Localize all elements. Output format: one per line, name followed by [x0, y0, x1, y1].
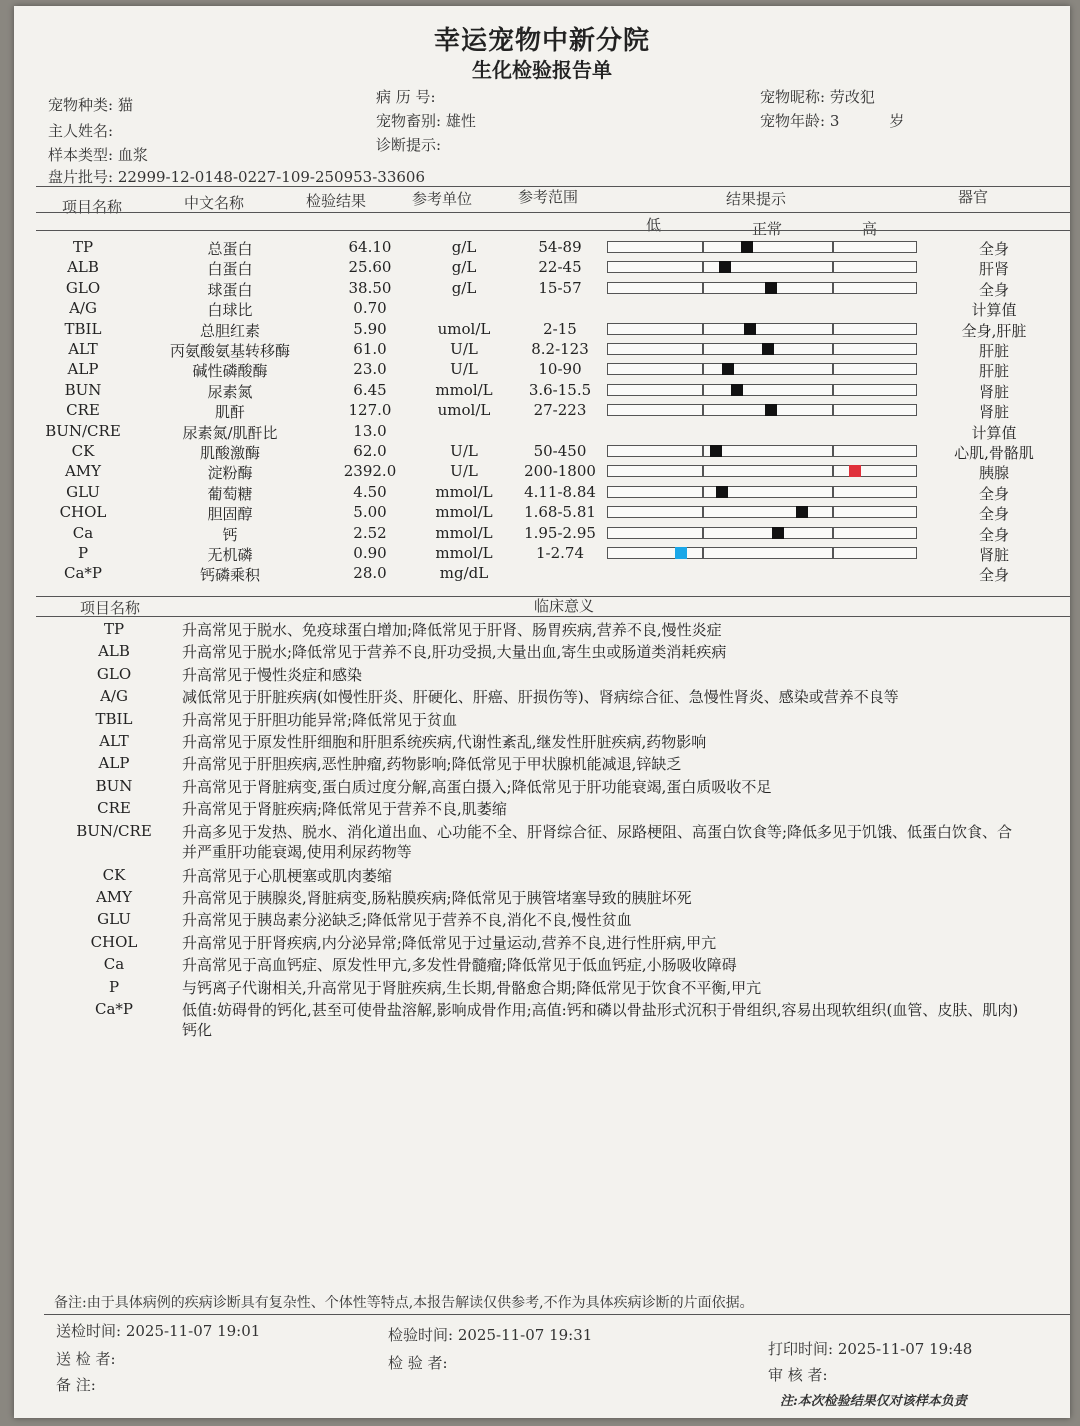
range-segment	[833, 282, 917, 294]
test-abbr: CRE	[66, 401, 100, 420]
sex-info: 宠物畜别: 雄性	[376, 112, 476, 130]
result-range-bar	[607, 404, 917, 416]
test-unit: mmol/L	[435, 544, 493, 562]
test-range: 8.2-123	[531, 340, 589, 358]
test-result: 4.50	[353, 482, 387, 501]
result-range-bar	[607, 343, 917, 355]
test-organ: 全身	[978, 525, 1009, 544]
range-segment	[703, 241, 833, 253]
result-marker	[719, 261, 731, 273]
range-segment	[833, 465, 917, 477]
test-abbr: TBIL	[64, 319, 102, 338]
test-result: 13.0	[353, 421, 387, 440]
test-organ: 肾脏	[978, 546, 1009, 564]
table-row	[14, 340, 1070, 360]
test-result: 38.50	[348, 278, 392, 297]
sample-info: 样本类型: 血浆	[48, 146, 148, 164]
test-abbr: ALT	[68, 340, 98, 358]
test-result: 28.0	[353, 564, 387, 583]
range-segment	[607, 506, 703, 518]
range-segment	[607, 343, 703, 355]
record-info: 病 历 号:	[376, 88, 436, 106]
test-result: 5.90	[353, 319, 387, 338]
test-name: 淀粉酶	[207, 464, 253, 483]
test-organ: 肾脏	[978, 403, 1009, 422]
table-row	[14, 299, 1070, 319]
test-range: 1.68-5.81	[524, 503, 596, 522]
test-abbr: CHOL	[59, 503, 107, 522]
clinical-meaning: 升高常见于胰腺炎,肾脏病变,肠粘膜疾病;降低常见于胰管堵塞导致的胰脏坏死	[182, 889, 692, 907]
send-time: 送检时间: 2025-11-07 19:01	[56, 1322, 261, 1340]
table-row	[14, 442, 1070, 462]
level-high-label: 高	[862, 220, 878, 238]
clinical-abbr: ALT	[99, 732, 129, 750]
clinical-meaning: 升高常见于肾脏疾病;降低常见于营养不良,肌萎缩	[182, 800, 507, 819]
table-row	[14, 422, 1070, 442]
clinical-abbr: GLU	[97, 910, 131, 929]
test-organ: 全身	[978, 240, 1009, 258]
test-name: 碱性磷酸酶	[192, 362, 268, 381]
clinical-meaning: 升高常见于肝胆疾病,恶性肿瘤,药物影响;降低常见于甲状腺机能减退,锌缺乏	[182, 755, 682, 774]
report-subtitle: 生化检验报告单	[472, 58, 612, 82]
range-segment	[833, 404, 917, 416]
clinical-meaning: 升高常见于肝胆功能异常;降低常见于贫血	[182, 710, 458, 729]
result-marker	[849, 465, 861, 477]
range-segment	[833, 323, 917, 335]
test-range: 4.11-8.84	[524, 482, 596, 501]
test-abbr: TP	[72, 238, 94, 256]
test-result: 64.10	[348, 238, 392, 256]
clinical-abbr: GLO	[96, 664, 132, 683]
table-row	[14, 401, 1070, 421]
test-organ: 计算值	[971, 423, 1017, 442]
clinical-meaning: 低值:妨碍骨的钙化,甚至可使骨盐溶解,影响成骨作用;高值:钙和磷以骨盐形式沉积于骨组织,容易出现软组织(血管、皮肤、肌肉)钙化	[182, 1001, 1019, 1039]
range-segment	[703, 445, 833, 457]
result-marker	[722, 363, 734, 375]
test-result: 61.0	[353, 340, 387, 358]
test-unit: mmol/L	[435, 482, 493, 501]
test-range: 1.95-2.95	[524, 523, 596, 542]
table-row	[14, 258, 1070, 278]
range-segment	[607, 486, 703, 498]
table-row	[14, 462, 1070, 482]
test-name: 总胆红素	[199, 321, 260, 340]
test-name: 葡萄糖	[207, 484, 253, 503]
result-range-bar	[607, 445, 917, 457]
clinical-abbr: AMY	[95, 888, 133, 906]
clinical-abbr: CHOL	[90, 932, 138, 951]
range-segment	[833, 363, 917, 375]
test-organ: 全身	[978, 280, 1009, 299]
range-segment	[833, 384, 917, 396]
range-segment	[703, 547, 833, 559]
result-marker	[762, 343, 774, 355]
test-result: 62.0	[353, 442, 387, 460]
clinical-meaning: 升高常见于慢性炎症和感染	[182, 665, 363, 684]
test-unit: g/L	[451, 238, 477, 256]
range-segment	[833, 445, 917, 457]
result-marker	[710, 445, 722, 457]
table-row	[14, 238, 1070, 258]
table-row	[14, 564, 1070, 584]
test-name: 尿素氮	[207, 382, 253, 401]
range-segment	[607, 465, 703, 477]
test-abbr: Ca*P	[63, 564, 102, 583]
result-range-bar	[607, 465, 917, 477]
range-segment	[607, 323, 703, 335]
test-range: 15-57	[538, 278, 582, 297]
result-marker	[741, 241, 753, 253]
test-unit: umol/L	[437, 401, 491, 420]
range-segment	[607, 282, 703, 294]
test-abbr: ALB	[67, 258, 99, 277]
col-header-organ: 器官	[958, 188, 989, 206]
test-abbr: P	[77, 544, 89, 562]
range-segment	[833, 343, 917, 355]
clinical-meaning: 升高常见于肾脏病变,蛋白质过度分解,高蛋白摄入;降低常见于肝功能衰竭,蛋白质吸收不足	[182, 777, 772, 796]
tester-field: 检 验 者:	[388, 1354, 448, 1372]
clinical-header-meaning: 临床意义	[534, 597, 595, 615]
clinical-abbr: Ca*P	[94, 1000, 133, 1018]
test-name: 白球比	[207, 301, 253, 320]
table-row	[14, 524, 1070, 544]
nickname-info: 宠物昵称: 劳改犯	[760, 88, 875, 106]
range-segment	[607, 527, 703, 539]
range-segment	[833, 241, 917, 253]
clinical-abbr: BUN/CRE	[76, 821, 152, 840]
test-unit: U/L	[450, 462, 478, 481]
test-unit: mmol/L	[435, 503, 493, 522]
test-abbr: ALP	[67, 360, 99, 379]
clinical-abbr: P	[108, 977, 120, 996]
test-unit: mmol/L	[435, 380, 493, 399]
clinical-meaning: 与钙离子代谢相关,升高常见于肾脏疾病,生长期,骨骼愈合期;降低常见于饮食不平衡,甲亢	[182, 978, 762, 997]
test-range: 200-1800	[524, 462, 596, 481]
test-name: 肌酸激酶	[199, 444, 260, 462]
range-segment	[607, 241, 703, 253]
test-range: 22-45	[538, 258, 582, 277]
result-marker	[796, 506, 808, 518]
range-segment	[703, 465, 833, 477]
table-row	[14, 320, 1070, 340]
test-abbr: GLO	[65, 278, 101, 297]
range-segment	[833, 547, 917, 559]
range-segment	[833, 506, 917, 518]
clinical-meaning: 减低常见于肝脏疾病(如慢性肝炎、肝硬化、肝癌、肝损伤等)、肾病综合征、急慢性肾炎、感染或营养不良等	[182, 688, 899, 707]
test-name: 尿素氮/肌酐比	[182, 423, 278, 442]
col-header-result: 检验结果	[306, 192, 367, 210]
test-result: 0.90	[353, 544, 387, 562]
test-organ: 肾脏	[978, 382, 1009, 401]
clinical-abbr: A/G	[100, 687, 128, 706]
test-abbr: BUN/CRE	[45, 421, 121, 440]
col-header-hint: 结果提示	[726, 190, 787, 208]
range-segment	[833, 527, 917, 539]
test-organ: 全身	[978, 484, 1009, 503]
result-range-bar	[607, 486, 917, 498]
col-header-unit: 参考单位	[412, 190, 473, 208]
test-unit: mmol/L	[435, 523, 493, 542]
reviewer-field: 审 核 者:	[768, 1366, 828, 1384]
clinical-abbr: ALP	[98, 754, 130, 773]
clinical-meaning: 升高常见于高血钙症、原发性甲亢,多发性骨髓瘤;降低常见于低血钙症,小肠吸收障碍	[182, 956, 737, 975]
test-name: 球蛋白	[207, 280, 253, 299]
table-row	[14, 483, 1070, 503]
test-range: 2-15	[543, 319, 577, 338]
clinical-meaning: 升高常见于脱水;降低常见于营养不良,肝功受损,大量出血,寄生虫或肠道类消耗疾病	[182, 643, 727, 662]
result-range-bar	[607, 323, 917, 335]
test-abbr: Ca	[72, 523, 94, 542]
test-unit: umol/L	[437, 319, 491, 338]
range-segment	[703, 323, 833, 335]
clinical-abbr: BUN	[95, 776, 133, 795]
result-range-bar	[607, 547, 917, 559]
result-marker	[731, 384, 743, 396]
note-field: 备 注:	[56, 1376, 96, 1394]
test-organ: 计算值	[971, 301, 1017, 320]
range-segment	[703, 527, 833, 539]
clinical-abbr: CK	[102, 865, 126, 884]
test-name: 钙磷乘积	[199, 566, 260, 585]
clinical-meaning: 升高常见于脱水、免疫球蛋白增加;降低常见于肝肾、肠胃疾病,营养不良,慢性炎症	[182, 621, 722, 639]
result-marker	[772, 527, 784, 539]
test-name: 肌酐	[214, 403, 245, 422]
clinical-meaning: 升高常见于胰岛素分泌缺乏;降低常见于营养不良,消化不良,慢性贫血	[182, 911, 632, 930]
test-range: 10-90	[538, 360, 582, 379]
disclaimer-note: 注:本次检验结果仅对该样本负责	[780, 1394, 967, 1409]
test-unit: U/L	[450, 360, 478, 379]
test-organ: 胰腺	[978, 464, 1009, 483]
test-abbr: BUN	[64, 380, 102, 399]
test-unit: U/L	[450, 340, 478, 358]
test-name: 丙氨酸氨基转移酶	[169, 342, 290, 360]
result-range-bar	[607, 241, 917, 253]
test-name: 钙	[222, 525, 238, 544]
test-range: 27-223	[533, 401, 587, 420]
range-segment	[833, 486, 917, 498]
result-marker	[716, 486, 728, 498]
test-result: 6.45	[353, 380, 387, 399]
test-unit: g/L	[451, 258, 477, 277]
test-name: 总蛋白	[207, 240, 253, 258]
test-unit: mg/dL	[439, 564, 489, 583]
clinical-meaning: 升高常见于心肌梗塞或肌肉萎缩	[182, 866, 393, 885]
result-range-bar	[607, 261, 917, 273]
range-segment	[607, 363, 703, 375]
test-time: 检验时间: 2025-11-07 19:31	[388, 1326, 593, 1344]
test-abbr: GLU	[66, 482, 100, 501]
result-marker	[675, 547, 687, 559]
test-result: 2392.0	[343, 462, 397, 481]
test-abbr: CK	[71, 442, 95, 460]
result-marker	[765, 404, 777, 416]
report-title: 幸运宠物中新分院	[433, 26, 650, 56]
col-header-abbr: 项目名称	[62, 198, 123, 216]
test-result: 23.0	[353, 360, 387, 379]
test-result: 25.60	[348, 258, 392, 277]
range-segment	[607, 384, 703, 396]
clinical-header-abbr: 项目名称	[80, 599, 141, 617]
test-unit: U/L	[450, 442, 478, 460]
range-segment	[607, 261, 703, 273]
clinical-meaning: 升高常见于原发性肝细胞和肝胆系统疾病,代谢性紊乱,继发性肝脏疾病,药物影响	[182, 733, 707, 751]
table-row	[14, 360, 1070, 380]
species-info: 宠物种类: 猫	[48, 96, 133, 114]
batch-info: 盘片批号: 22999-12-0148-0227-109-250953-33606	[48, 168, 426, 186]
col-header-name: 中文名称	[184, 194, 245, 212]
test-name: 无机磷	[207, 546, 253, 564]
clinical-abbr: TP	[103, 620, 125, 638]
test-organ: 心肌,骨骼肌	[954, 444, 1034, 462]
test-organ: 全身	[978, 505, 1009, 524]
result-range-bar	[607, 282, 917, 294]
range-segment	[607, 445, 703, 457]
owner-info: 主人姓名:	[48, 122, 114, 140]
clinical-meaning: 升高常见于肝肾疾病,内分泌异常;降低常见于过量运动,营养不良,进行性肝病,甲亢	[182, 933, 717, 952]
test-range: 50-450	[533, 442, 587, 460]
test-result: 2.52	[353, 523, 387, 542]
table-row	[14, 279, 1070, 299]
result-range-bar	[607, 363, 917, 375]
col-header-range: 参考范围	[518, 188, 579, 206]
level-normal-label: 正常	[752, 220, 783, 238]
clinical-abbr: CRE	[97, 799, 131, 818]
test-range: 3.6-15.5	[528, 380, 592, 399]
result-marker	[744, 323, 756, 335]
test-range: 1-2.74	[535, 544, 584, 562]
table-row	[14, 544, 1070, 564]
range-segment	[703, 384, 833, 396]
result-range-bar	[607, 384, 917, 396]
print-time: 打印时间: 2025-11-07 19:48	[768, 1340, 973, 1358]
test-name: 胆固醇	[207, 505, 253, 524]
report-sheet	[14, 6, 1070, 1418]
test-result: 127.0	[348, 401, 392, 420]
range-segment	[833, 261, 917, 273]
table-row	[14, 381, 1070, 401]
test-organ: 全身	[978, 566, 1009, 585]
test-unit: g/L	[451, 278, 477, 297]
test-result: 5.00	[353, 503, 387, 522]
test-abbr: AMY	[64, 462, 102, 481]
age-info: 宠物年龄: 3 岁	[760, 112, 905, 130]
test-organ: 肝脏	[978, 342, 1009, 360]
sender-field: 送 检 者:	[56, 1350, 116, 1368]
test-abbr: A/G	[69, 299, 97, 318]
level-low-label: 低	[646, 216, 662, 234]
table-row	[14, 503, 1070, 523]
test-result: 0.70	[353, 299, 387, 318]
clinical-abbr: ALB	[98, 642, 130, 661]
test-range: 54-89	[538, 238, 582, 256]
result-range-bar	[607, 506, 917, 518]
footer-remark: 备注:由于具体病例的疾病诊断具有复杂性、个体性等特点,本报告解读仅供参考,不作为具体疾病诊断的片面依据。	[54, 1295, 754, 1311]
result-marker	[765, 282, 777, 294]
test-name: 白蛋白	[207, 260, 253, 279]
clinical-abbr: Ca	[103, 955, 125, 974]
test-organ: 肝脏	[978, 362, 1009, 381]
range-segment	[607, 547, 703, 559]
test-organ: 全身,肝脏	[961, 321, 1027, 340]
range-segment	[703, 506, 833, 518]
diagnosis-info: 诊断提示:	[376, 136, 442, 154]
range-segment	[607, 404, 703, 416]
clinical-abbr: TBIL	[95, 709, 133, 728]
result-range-bar	[607, 527, 917, 539]
test-organ: 肝肾	[978, 260, 1009, 279]
clinical-meaning: 升高多见于发热、脱水、消化道出血、心功能不全、肝肾综合征、尿路梗阻、高蛋白饮食等;降低多见于饥饿、低蛋白饮食、合并严重肝功能衰竭,使用利尿药物等	[182, 822, 1013, 861]
